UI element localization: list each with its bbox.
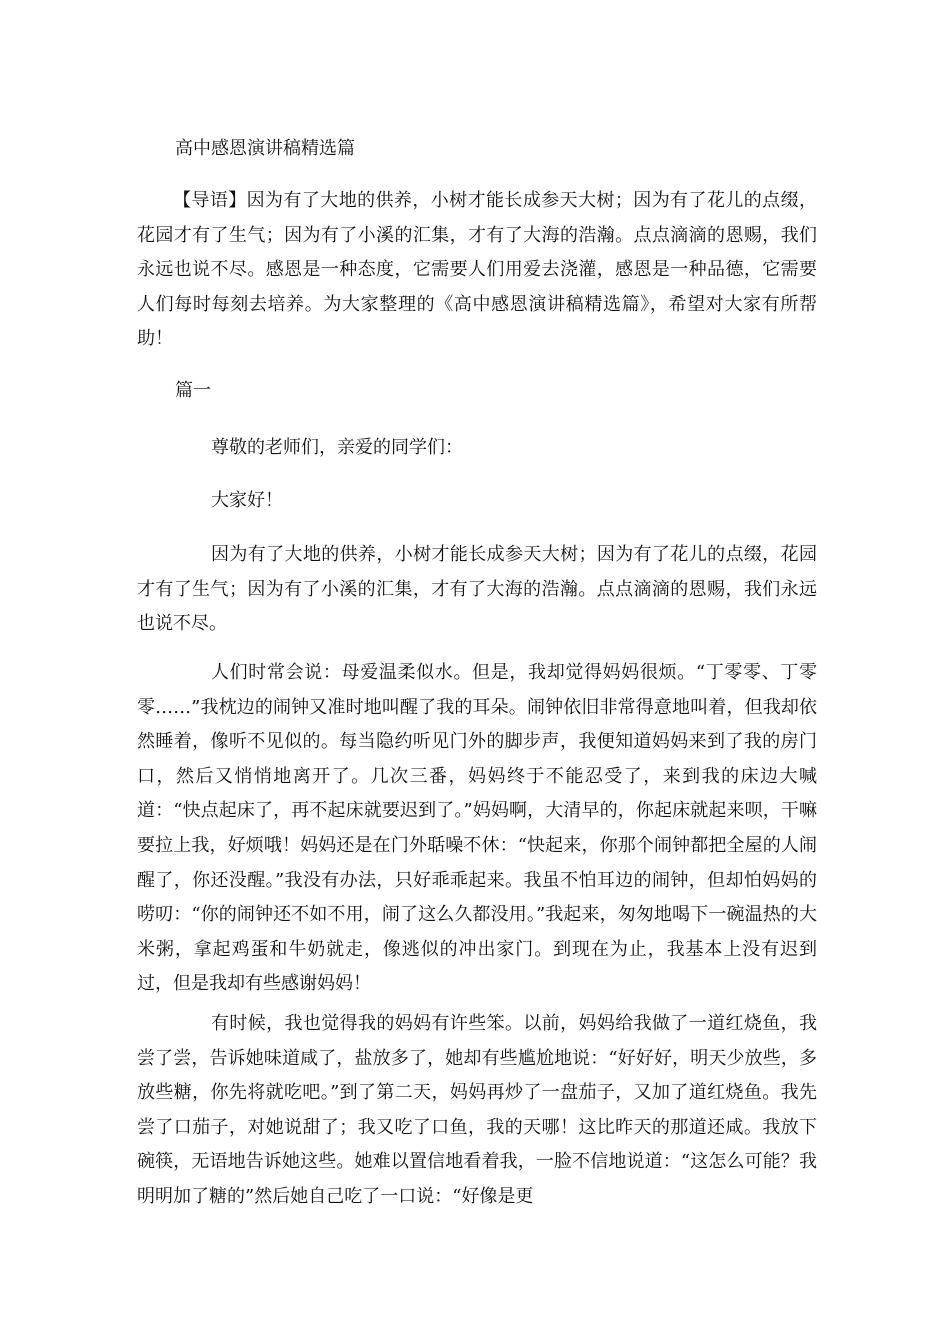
salutation: 尊敬的老师们，亲爱的同学们： [211, 437, 463, 458]
greeting: 大家好！ [211, 490, 283, 511]
body-paragraph-3: 有时候，我也觉得我的妈妈有许些笨。以前，妈妈给我做了一道红烧鱼，我尝了尝，告诉她味道咸了，盐放多了，她却有些尴尬地说：“好好好，明天少放些，多放些糖，你先将就吃吧。”到了第二天，妈妈再炒了一盘茄子，又加了道红烧鱼。我先尝了口茄子，对她说甜了；我又吃了口鱼，我的天哪！这比昨天的那道还咸。我放下碗筷，无语地告诉她这些。她难以置信地看着我，一脸不信地说道：“这怎么可能？我明明加了糖的”然后她自己吃了一口说：“好像是更 [137, 1013, 817, 1207]
intro-paragraph: 【导语】因为有了大地的供养，小树才能长成参天大树；因为有了花儿的点缀，花园才有了生气；因为有了小溪的汇集，才有了大海的浩瀚。点点滴滴的恩赐，我们永远也说不尽。感恩是一种态度，它需要人们用爱去浇灌，感恩是一种品德，它需要人们每时每刻去培养。为大家整理的《高中感恩演讲稿精选篇》，希望对大家有所帮助！ [137, 190, 817, 350]
document-title: 高中感恩演讲稿精选篇 [175, 138, 355, 159]
section-heading: 篇一 [175, 380, 211, 401]
body-paragraph-2: 人们时常会说：母爱温柔似水。但是，我却觉得妈妈很烦。“丁零零、丁零零……”我枕边的闹钟又准时地叫醒了我的耳朵。闹钟依旧非常得意地叫着，但我却依然睡着，像听不见似的。每当隐约听见门外的脚步声，我便知道妈妈来到了我的房门口，然后又悄悄地离开了。几次三番，妈妈终于不能忍受了，来到我的床边大喊道：“快点起床了，再不起床就要迟到了。”妈妈啊，大清早的，你起床就起来呗，干嘛要拉上我，好烦哦！妈妈还是在门外聒噪不休：“快起来，你那个闹钟都把全屋的人闹醒了，你还没醒。”我没有办法，只好乖乖起来。我虽不怕耳边的闹钟，但却怕妈妈的唠叨：“你的闹钟还不如不用，闹了这么久都没用。”我起来，匆匆地喝下一碗温热的大米粥，拿起鸡蛋和牛奶就走，像逃似的冲出家门。到现在为止，我基本上没有迟到过，但是我却有些感谢妈妈！ [137, 662, 817, 995]
body-paragraph-1: 因为有了大地的供养，小树才能长成参天大树；因为有了花儿的点缀，花园才有了生气；因为有了小溪的汇集，才有了大海的浩瀚。点点滴滴的恩赐，我们永远也说不尽。 [137, 544, 817, 635]
